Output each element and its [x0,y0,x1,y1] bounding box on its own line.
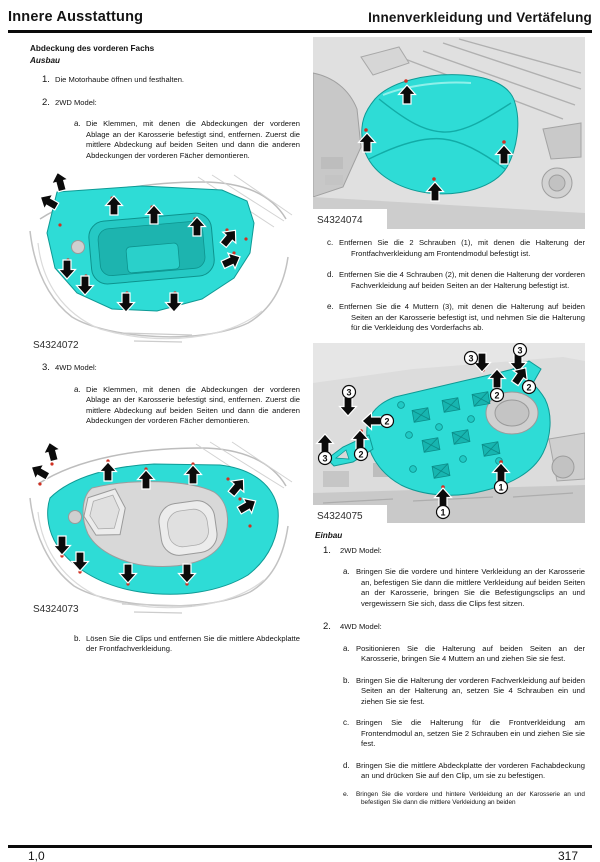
figure-s4324074 [313,37,585,229]
step-number: 1. [323,544,331,556]
step-letter: a. [343,643,350,653]
step-letter: d. [343,760,350,770]
step-text: Entfernen Sie die 4 Muttern (3), mit denen die Halterung auf beiden Seiten an der Karosserie befestigt ist, und nehmen Sie die Halterung für die Verkleidung des Vorderfachs ab. [339,302,585,332]
callout-2-badge [355,447,368,460]
section-heading: Abdeckung des vorderen Fachs [30,44,155,53]
figure-label: S4324074 [317,215,363,226]
figure-s4324075 [313,343,585,523]
step-number: 3. [42,362,50,373]
svg-text:1: 1 [498,482,504,492]
footer-page-number: 317 [557,849,578,862]
callout-2-badge [491,388,504,401]
step-letter: a. [74,119,81,128]
step-text: Bringen Sie die vordere und hintere Verkleidung an der Karosserie an und befestigen Sie dann die mittlere Verkleidung an beiden [356,790,585,807]
step-text: Die Klemmen, mit denen die Abdeckungen der vorderen Ablage an der Karosserie befestigt sind, entfernen. Zuerst die mittlere Abdeckung auf beiden Seiten und dann die anderen Abdeckungen der vorderen Fächer demontieren. [86,119,300,160]
einbau-step-2b [313,676,585,708]
einbau-step-2a [313,644,585,665]
svg-text:1: 1 [440,507,446,517]
callout-3-badge [465,351,478,364]
clip-arrow-icon [27,459,52,483]
step-text: Entfernen Sie die 4 Schrauben (2), mit denen die Halterung der vorderen Fachverkleidung auf beiden Seiten an der Halterung befestigt ist. [339,270,585,290]
step-number: 2. [323,621,331,632]
svg-text:3: 3 [346,387,352,397]
footer-rule [8,845,592,848]
step-3 [22,363,300,374]
step-letter: d. [327,270,334,279]
page-title-right: Innenverkleidung und Vertäfelung [368,10,592,25]
step-letter: b. [343,675,350,685]
step-letter: a. [343,567,350,576]
right-column [313,37,585,808]
step-letter: e. [327,302,334,311]
step-letter: c. [343,718,350,727]
highlighted-cover-plate [362,75,518,194]
step-letter: e. [343,790,349,798]
step-3b [22,634,300,655]
einbau-step-2 [313,622,585,633]
subsection-ausbau: Ausbau [30,56,61,65]
frunk-cover-4wd-illustration [22,440,300,623]
figure-label: S4324075 [317,510,363,522]
step-text: Positionieren Sie die Halterung auf beiden Seiten an der Karosserie, bringen Sie 4 Muttern an und ziehen Sie sie fest. [356,643,585,663]
step-3a [22,385,300,427]
svg-text:2: 2 [384,416,390,426]
step-text: 4WD Model: [55,363,97,372]
step-text: 4WD Model: [340,622,382,631]
step-text: Die Klemmen, mit denen die Abdeckungen der vorderen Ablage an der Karosserie befestigt sind, entfernen. Zuerst die mittlere Abdeckung auf beiden Seiten und dann die anderen Abdeckungen der vorderen Fächer demontieren. [86,384,300,425]
callout-3-badge [514,343,527,356]
center-cover-plate-illustration [313,37,585,229]
callout-3-badge [319,451,332,464]
einbau-step-2c [313,718,585,750]
figure-label: S4324072 [33,340,79,351]
step-2a [22,119,300,161]
step-text: Bringen Sie die mittlere Abdeckplatte der vorderen Fachabdeckung an und drücken Sie auf den Clip, um sie zu befestigen. [356,760,585,780]
einbau-step-1 [313,546,585,557]
callout-1-badge [495,480,508,493]
subsection-einbau: Einbau [315,530,343,540]
einbau-step-1a [313,567,585,609]
callout-1-badge [437,505,450,518]
page-title-left: Innere Ausstattung [8,9,144,25]
svg-text:3: 3 [468,353,474,363]
callout-2-badge [381,414,394,427]
callout-2-badge [523,380,536,393]
step-text: Bringen Sie die vordere und hintere Verkleidung an der Karosserie an, befestigen Sie dann die mittlere Verkleidung auf beiden Seiten an der Karosserie, bringen Sie die Befestigungsclips an und vergewissern Sie sich, dass die Clips fest sitzen. [356,567,585,608]
svg-text:2: 2 [494,390,500,400]
footer-revision: 1,0 [28,849,45,862]
step-text: Bringen Sie die Halterung für die Frontverkleidung am Frontendmodul an, setzen Sie 2 Schrauben ein und ziehen Sie sie fest. [356,718,585,748]
step-number: 1. [42,74,50,85]
step-text: 2WD Model: [55,97,97,107]
svg-text:3: 3 [322,453,328,463]
einbau-step-2e [313,791,585,809]
highlighted-cover-panel [47,186,254,311]
step-text: Die Motorhaube öffnen und festhalten. [55,75,185,84]
left-column [22,37,300,655]
step-d [313,270,585,291]
step-2 [22,98,300,109]
step-c [313,238,585,259]
step-letter: a. [74,384,81,394]
svg-text:3: 3 [517,345,523,355]
bracket-illustration [313,343,585,523]
step-e [313,302,585,334]
step-text: Entfernen Sie die 2 Schrauben (1), mit denen die Halterung der Frontfachverkleidung am Frontendmodul befestigt ist. [339,238,585,258]
step-letter: c. [327,238,334,247]
callout-3-badge [343,385,356,398]
clip-arrow-icon [49,173,70,193]
figure-s4324073 [22,440,300,623]
figure-label: S4324073 [33,603,79,615]
step-number: 2. [42,96,50,108]
step-text: Bringen Sie die Halterung der vorderen Fachverkleidung auf beiden Seiten an der Halterung an, setzen Sie 4 Schrauben ein und ziehen Sie sie fest. [356,675,585,706]
svg-text:2: 2 [358,449,364,459]
header-rule [8,30,592,33]
clip-arrow-icon [41,440,62,463]
step-text: Lösen Sie die Clips und entfernen Sie die mittlere Abdeckplatte der Frontfachverkleidung. [86,633,300,653]
step-letter: b. [74,633,81,643]
figure-s4324072 [22,173,300,351]
frunk-cover-2wd-illustration [22,173,300,351]
svg-text:2: 2 [526,382,532,392]
step-1 [22,75,300,86]
step-text: 2WD Model: [340,545,382,555]
einbau-step-2d [313,761,585,782]
